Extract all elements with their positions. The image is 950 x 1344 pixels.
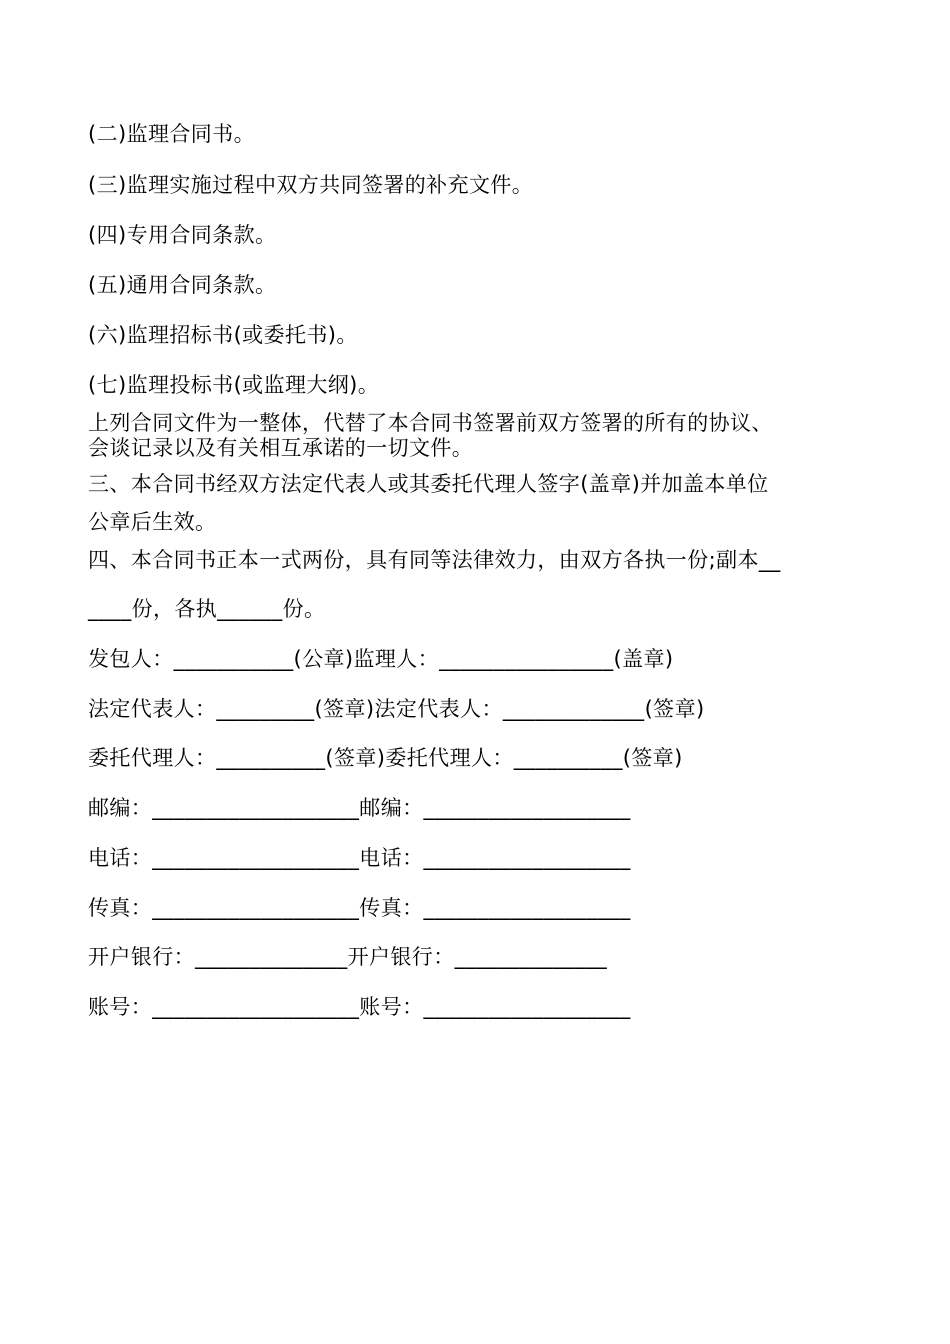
signature-line: 开户银行：______________开户银行：______________ [88, 945, 608, 969]
signature-line: 委托代理人：__________(签章)委托代理人：__________(签章) [88, 746, 683, 770]
paragraph-line: ____份，各执______份。 [88, 597, 326, 621]
list-item: (五)通用合同条款。 [88, 273, 277, 297]
list-item: (七)监理投标书(或监理大纲)。 [88, 373, 380, 397]
list-item: (六)监理招标书(或委托书)。 [88, 323, 358, 347]
list-item: (三)监理实施过程中双方共同签署的补充文件。 [88, 173, 534, 197]
paragraph-line: 三、本合同书经双方法定代表人或其委托代理人签字(盖章)并加盖本单位 [88, 472, 769, 496]
paragraph-line: 会谈记录以及有关相互承诺的一切文件。 [88, 436, 474, 460]
signature-line: 发包人：___________(公章)监理人：________________(盖章) [88, 647, 674, 671]
signature-line: 法定代表人：_________(签章)法定代表人：_____________(签章) [88, 697, 705, 721]
signature-line: 邮编：___________________邮编：___________________ [88, 796, 631, 820]
signature-line: 传真：___________________传真：___________________ [88, 896, 631, 920]
paragraph-line: 四、本合同书正本一式两份，具有同等法律效力，由双方各执一份;副本__ [88, 548, 781, 572]
signature-line: 账号：___________________账号：___________________ [88, 995, 631, 1019]
paragraph-line: 公章后生效。 [88, 510, 217, 534]
list-item: (四)专用合同条款。 [88, 223, 277, 247]
paragraph-line: 上列合同文件为一整体，代替了本合同书签署前双方签署的所有的协议、 [88, 411, 773, 435]
list-item: (二)监理合同书。 [88, 122, 255, 146]
signature-line: 电话：___________________电话：___________________ [88, 846, 631, 870]
